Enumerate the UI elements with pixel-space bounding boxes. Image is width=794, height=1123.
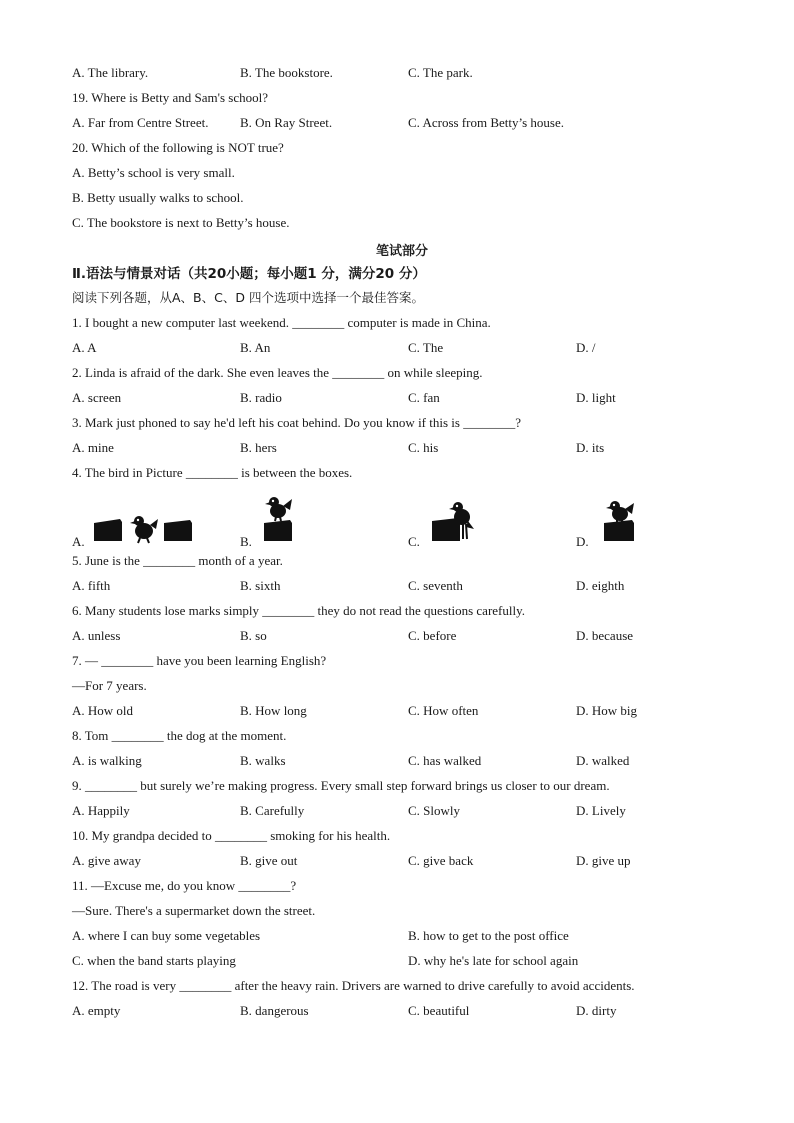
option-b: B. how to get to the post office [408,928,569,943]
picture-c [430,499,476,545]
option-a: A. How old [72,703,134,718]
option-b: B. An [240,340,271,355]
option-d: D. walked [576,753,630,768]
option-b: B. On Ray Street. [240,115,333,130]
option-a: A. empty [72,1003,121,1018]
question-options [72,1001,732,1026]
option-b: B. walks [240,753,286,768]
option-c: C. beautiful [408,1003,470,1018]
picture-options [72,488,732,551]
question-options [72,801,732,826]
question-stem: 5. June is the ________ month of a year. [72,553,283,568]
question-options [72,338,732,363]
option-a: A. [72,534,85,549]
picture-b [262,493,298,545]
q20-stem: 20. Which of the following is NOT true? [72,140,284,155]
option-c: C. How often [408,703,479,718]
option-b: B. hers [240,440,277,455]
option-b: B. Carefully [240,803,305,818]
question-stem: 4. The bird in Picture ________ is between the boxes. [72,465,353,480]
option-d: D. How big [576,703,638,718]
option-d: D. / [576,340,596,355]
question-stem: 10. My grandpa decided to ________ smoking for his health. [72,828,391,843]
question-options [72,388,732,413]
q19-stem: 19. Where is Betty and Sam's school? [72,90,268,105]
bird-behind-box-image [430,499,476,545]
option-a: A. Betty’s school is very small. [72,165,235,180]
picture-a [92,511,196,545]
option-d: D. light [576,390,616,405]
option-a: A. is walking [72,753,142,768]
bird-between-boxes-image [92,511,196,545]
question-stem: 7. — ________ have you been learning English? [72,653,327,668]
option-c: C. give back [408,853,474,868]
option-c: C. his [408,440,439,455]
option-c: C. seventh [408,578,463,593]
question-stem: 6. Many students lose marks simply ________ they do not read the questions carefully. [72,603,526,618]
option-c: C. when the band starts playing [72,953,236,968]
option-b: B. so [240,628,267,643]
option-a: A. give away [72,853,141,868]
option-a: A. Far from Centre Street. [72,115,209,130]
question-reply: —Sure. There's a supermarket down the street. [72,903,316,918]
option-d: D. give up [576,853,631,868]
question-options [72,926,732,951]
question-stem: 1. I bought a new computer last weekend. ________ computer is made in China. [72,315,491,330]
option-b: B. dangerous [240,1003,309,1018]
section-heading: Ⅱ.语法与情景对话（共20小题；每小题1 分，满分20 分） [72,266,426,282]
picture-d [600,499,640,545]
option-a: A. fifth [72,578,111,593]
option-c: C. fan [408,390,440,405]
option-c: C. The [408,340,444,355]
option-b: B. radio [240,390,282,405]
question-stem: 11. —Excuse me, do you know ________? [72,878,297,893]
option-a: A. unless [72,628,121,643]
option-a: A. where I can buy some vegetables [72,928,261,943]
option-a: A. Happily [72,803,130,818]
option-d: D. its [576,440,605,455]
option-c: C. [408,534,420,549]
option-b: B. The bookstore. [240,65,333,80]
option-b: B. give out [240,853,298,868]
section-instruction: 阅读下列各题，从A、B、C、D 四个选项中选择一个最佳答案。 [72,290,424,305]
option-d: D. because [576,628,634,643]
question-options [72,701,732,726]
option-a: A. A [72,340,97,355]
question-stem: 12. The road is very ________ after the heavy rain. Drivers are warned to drive carefully to avoid accidents. [72,978,635,993]
option-a: A. The library. [72,65,149,80]
section-title: 笔试部分 [375,244,428,259]
question-options [72,626,732,651]
question-options [72,851,732,876]
question-options [72,576,732,601]
question-options [72,951,732,976]
option-d: D. [576,534,589,549]
option-b: B. Betty usually walks to school. [72,190,244,205]
option-b: B. sixth [240,578,281,593]
question-stem: 3. Mark just phoned to say he'd left his coat behind. Do you know if this is ________? [72,415,521,430]
option-d: D. dirty [576,1003,617,1018]
option-c: C. The bookstore is next to Betty’s house. [72,215,290,230]
bird-on-box-image [262,493,298,545]
q18-options [72,63,732,88]
question-stem: 8. Tom ________ the dog at the moment. [72,728,287,743]
option-c: C. Slowly [408,803,461,818]
question-stem: 2. Linda is afraid of the dark. She even leaves the ________ on while sleeping. [72,365,483,380]
question-stem: 9. ________ but surely we’re making progress. Every small step forward brings us closer to our dream. [72,778,610,793]
option-c: C. has walked [408,753,482,768]
option-b: B. [240,534,252,549]
question-options [72,751,732,776]
option-c: C. Across from Betty’s house. [408,115,564,130]
option-d: D. why he's late for school again [408,953,579,968]
bird-in-box-image [600,499,640,545]
question-options [72,438,732,463]
option-a: A. screen [72,390,122,405]
option-d: D. eighth [576,578,625,593]
option-d: D. Lively [576,803,626,818]
exam-page [72,63,732,1026]
question-reply: —For 7 years. [72,678,147,693]
option-b: B. How long [240,703,307,718]
q19-options [72,113,732,138]
option-c: C. before [408,628,457,643]
option-a: A. mine [72,440,114,455]
option-c: C. The park. [408,65,473,80]
